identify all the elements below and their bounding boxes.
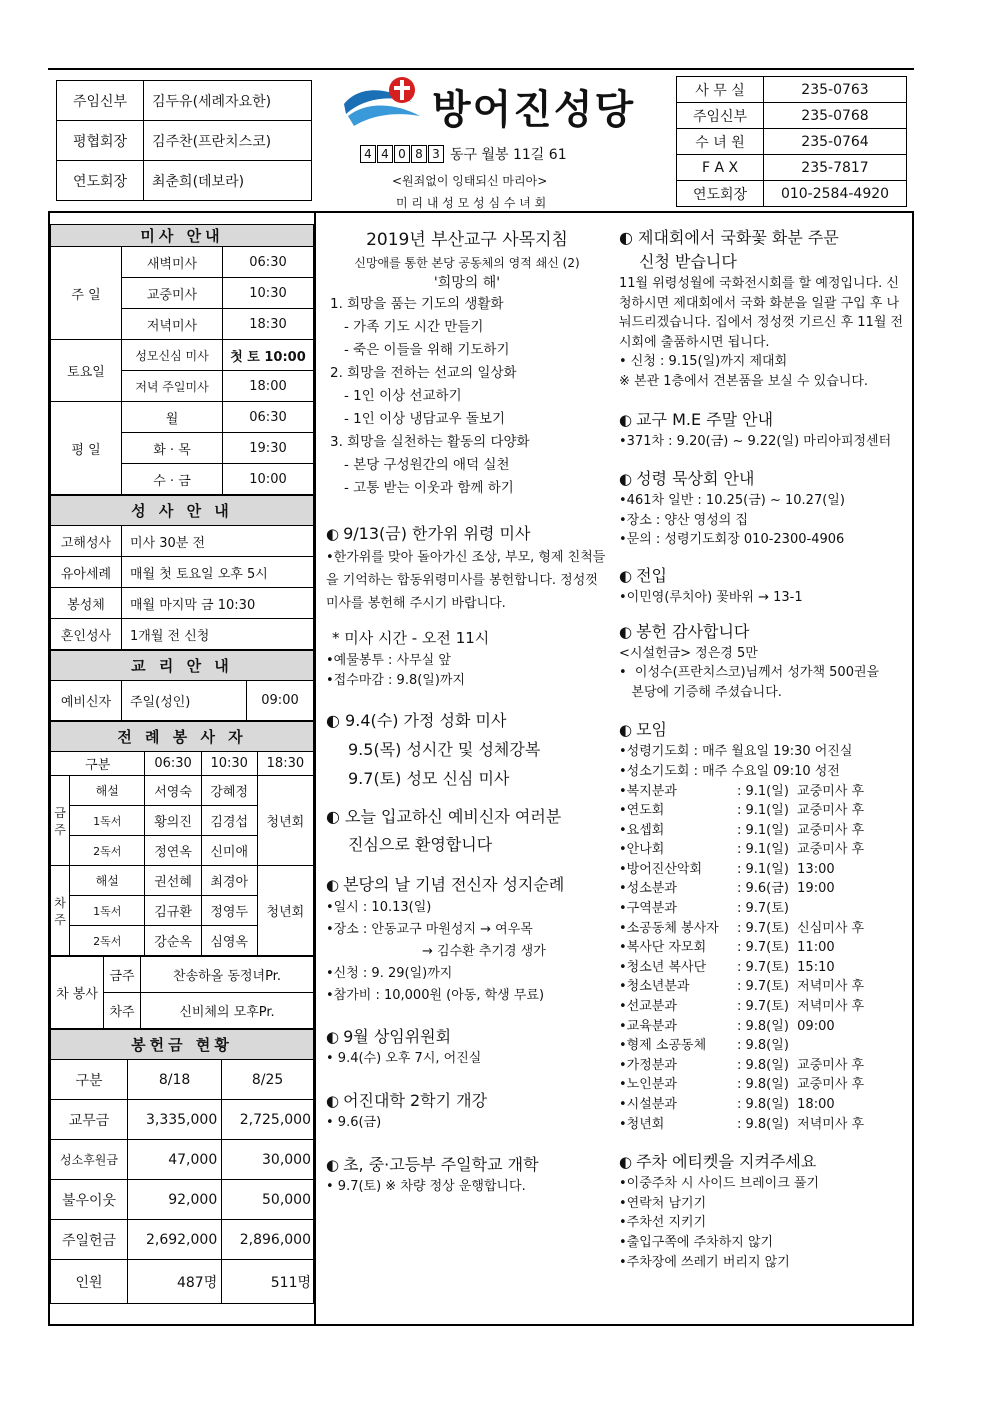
meeting-row bbox=[619, 879, 907, 899]
middle-column bbox=[326, 226, 608, 1196]
mass-name: 월 bbox=[122, 402, 223, 433]
servers-title: 전 례 봉 사 자 bbox=[51, 722, 314, 752]
park-line: •주차장에 쓰레기 버리지 않기 bbox=[619, 1254, 790, 1270]
meeting-row bbox=[619, 938, 907, 958]
spirit-line: •장소 : 양산 영성의 집 bbox=[619, 512, 749, 528]
meeting-when: : 9.7(토) 저녁미사 후 bbox=[737, 999, 865, 1015]
flower-heading bbox=[619, 226, 907, 250]
meeting-when: : 9.8(일) 09:00 bbox=[737, 1018, 835, 1034]
offering-value: 2,692,000 bbox=[128, 1220, 222, 1260]
meeting-name: •요셉회 bbox=[619, 822, 665, 838]
school-body: • 9.7(토) ※ 차량 정상 운행합니다. bbox=[326, 1178, 526, 1194]
meeting-name: •소공동체 봉사자 bbox=[619, 920, 719, 936]
mass-time: 18:00 bbox=[223, 371, 314, 402]
leader-role: 연도회장 bbox=[57, 161, 144, 201]
meeting-row bbox=[619, 1017, 907, 1037]
offering-head: 8/18 bbox=[128, 1060, 222, 1100]
servers-week: 금주 bbox=[51, 776, 70, 866]
address-line bbox=[360, 144, 567, 164]
mass-title: 미사 안내 bbox=[51, 225, 314, 247]
meeting-name: •가정분과 bbox=[619, 1057, 677, 1073]
meeting-row bbox=[619, 840, 907, 860]
mass-name: 화 · 목 bbox=[122, 433, 223, 464]
policy-list bbox=[326, 293, 608, 500]
spirit-heading bbox=[619, 467, 907, 491]
sacrament-when: 매월 첫 토요일 오후 5시 bbox=[122, 557, 314, 588]
meeting-when: : 9.8(일) 18:00 bbox=[737, 1097, 835, 1112]
meeting-row bbox=[619, 958, 907, 978]
server-name: 서영숙 bbox=[145, 776, 201, 806]
sacrament-when: 매월 마지막 금 10:30 bbox=[122, 588, 314, 619]
mass-time: 첫 토 10:00 bbox=[223, 340, 314, 371]
server-name: 최경아 bbox=[201, 866, 257, 896]
mass-name: 저녁 주일미사 bbox=[122, 371, 223, 402]
meeting-name: •형제 소공동체 bbox=[619, 1038, 707, 1054]
mass-time: 10:00 bbox=[223, 464, 314, 495]
offering-value: 2,896,000 bbox=[222, 1220, 314, 1260]
meet-title: 모임 bbox=[636, 720, 668, 740]
contact-phone: 010-2584-4920 bbox=[764, 181, 907, 207]
meeting-when: : 9.1(일) 교중미사 후 bbox=[737, 842, 865, 858]
servers-head: 구분 bbox=[51, 752, 145, 776]
server-name: 김경섭 bbox=[201, 806, 257, 836]
meeting-when: : 9.7(토) 15:10 bbox=[737, 959, 835, 975]
offering-value: 30,000 bbox=[222, 1140, 314, 1180]
half-circle-icon: ◐ bbox=[619, 566, 633, 585]
flower-note: • 신청 : 9.15(일)까지 제대회 bbox=[619, 354, 788, 370]
offering-value: 2,725,000 bbox=[222, 1100, 314, 1140]
park-line: •연락처 남기기 bbox=[619, 1195, 707, 1211]
offering-label: 교무금 bbox=[51, 1100, 128, 1140]
contact-label: 사 무 실 bbox=[677, 77, 764, 103]
offering-head: 구분 bbox=[51, 1060, 128, 1100]
contacts-table bbox=[676, 76, 907, 207]
contact-label: 연도회장 bbox=[677, 181, 764, 207]
policy-title: 2019년 부산교구 사목지침 bbox=[366, 230, 568, 250]
vehicle-week: 금주 bbox=[104, 957, 141, 993]
contact-phone: 235-0763 bbox=[764, 77, 907, 103]
zip-digit: 8 bbox=[411, 145, 427, 163]
park-line: •출입구쪽에 주차하지 않기 bbox=[619, 1234, 774, 1250]
sacrament-when: 미사 30분 전 bbox=[122, 526, 314, 557]
council-title: 9월 상임위원회 bbox=[343, 1027, 452, 1047]
mass-time: 10:30 bbox=[223, 278, 314, 309]
policy-item: 3. 희망을 실천하는 활동의 다양화 bbox=[330, 434, 530, 451]
me-heading bbox=[619, 408, 907, 432]
meeting-when: : 9.8(일) 저녁미사 후 bbox=[737, 1116, 865, 1132]
sacrament-name: 봉성체 bbox=[51, 588, 122, 619]
column-divider bbox=[314, 211, 316, 1326]
school-title: 초, 중·고등부 주일학교 개학 bbox=[343, 1154, 539, 1174]
meeting-name: •청소년분과 bbox=[619, 979, 690, 995]
policy-item: - 본당 구성원간의 애덕 실천 bbox=[344, 457, 510, 474]
park-list bbox=[619, 1174, 907, 1272]
meeting-row bbox=[619, 860, 907, 880]
me-body: •371차 : 9.20(금) ~ 9.22(일) 마리아피정센터 bbox=[619, 433, 892, 449]
flower-body: 11월 위령성월에 국화전시회를 할 예정입니다. 신청하시면 제대회에서 국화 화분을 일괄 구입 후 나눠드리겠습니다. 집에서 정성껏 기르신 후 11월 전시회에 출품하시면 됩니다. bbox=[619, 276, 904, 350]
meeting-name: •방어진산악회 bbox=[619, 861, 703, 877]
meeting-when: : 9.8(일) 교중미사 후 bbox=[737, 1057, 865, 1073]
college-title: 어진대학 2학기 개강 bbox=[343, 1090, 488, 1110]
half-circle-icon: ◐ bbox=[619, 470, 633, 489]
move-body: •이민영(루치아) 꽃바위 → 13-1 bbox=[619, 589, 803, 605]
pilgrim-line: •신청 : 9. 29(일)까지 bbox=[326, 966, 453, 982]
policy-subtitle: 신망애를 통한 본당 공동체의 영적 쇄신 (2) bbox=[354, 256, 580, 270]
server-youth: 청년회 bbox=[257, 866, 313, 956]
meeting-name: •노인분과 bbox=[619, 1077, 677, 1093]
meeting-name: •시설분과 bbox=[619, 1097, 677, 1112]
meeting-list bbox=[619, 782, 907, 1135]
mass-name: 성모신심 미사 bbox=[122, 340, 223, 371]
server-role: 1독서 bbox=[70, 806, 145, 836]
meeting-when: : 9.7(토) 11:00 bbox=[737, 940, 835, 956]
meeting-name: •교육분과 bbox=[619, 1018, 677, 1034]
half-circle-icon: ◐ bbox=[326, 711, 346, 731]
policy-item: - 가족 기도 시간 만들기 bbox=[344, 319, 484, 336]
leader-role: 주임신부 bbox=[57, 81, 144, 121]
move-title: 전입 bbox=[636, 565, 668, 585]
park-line: •이중주차 시 사이드 브레이크 풀기 bbox=[619, 1176, 820, 1192]
welcome-line: 오늘 입교하신 예비신자 여러분 bbox=[345, 807, 562, 827]
leader-name: 김주찬(프란치스코) bbox=[144, 121, 312, 161]
offering-value: 487명 bbox=[128, 1260, 222, 1304]
mass-time: 19:30 bbox=[223, 433, 314, 464]
chuseok-title: 9/13(금) 한가위 위령 미사 bbox=[343, 524, 531, 544]
left-column bbox=[50, 224, 314, 1304]
meeting-row bbox=[619, 977, 907, 997]
half-circle-icon: ◐ bbox=[326, 525, 340, 544]
right-column bbox=[619, 226, 907, 1272]
events-block bbox=[326, 706, 608, 793]
half-circle-icon: ◐ bbox=[619, 228, 639, 247]
thanks-title: 봉헌 감사합니다 bbox=[636, 621, 750, 641]
spirit-line: •문의 : 성령기도회장 010-2300-4906 bbox=[619, 532, 845, 548]
offering-value: 511명 bbox=[222, 1260, 314, 1304]
mass-time-note: * 미사 시간 - 오전 11시 bbox=[332, 629, 490, 648]
thanks-heading bbox=[619, 620, 907, 644]
meeting-name: •안나회 bbox=[619, 842, 665, 858]
park-heading bbox=[619, 1150, 907, 1174]
server-youth: 청년회 bbox=[257, 776, 313, 866]
contact-phone: 235-0768 bbox=[764, 103, 907, 129]
leader-name: 김두유(세례자요한) bbox=[144, 81, 312, 121]
meeting-name: •구역분과 bbox=[619, 901, 677, 917]
meeting-name: •연도회 bbox=[619, 803, 665, 819]
offering-value: 92,000 bbox=[128, 1180, 222, 1220]
half-circle-icon: ◐ bbox=[619, 721, 633, 740]
mass-note: •접수마감 : 9.8(일)까지 bbox=[326, 672, 466, 688]
zip-code bbox=[360, 145, 444, 163]
meeting-row bbox=[619, 997, 907, 1017]
server-name: 신미애 bbox=[201, 836, 257, 866]
sacrament-when: 1개월 전 신청 bbox=[122, 619, 314, 650]
mass-table bbox=[50, 224, 314, 495]
mass-name: 교중미사 bbox=[122, 278, 223, 309]
offering-label: 인원 bbox=[51, 1260, 128, 1304]
leader-name: 최춘희(데보라) bbox=[144, 161, 312, 201]
meeting-when: : 9.6(금) 19:00 bbox=[737, 881, 835, 897]
sisters-line: 미 리 내 성 모 성 심 수 녀 회 bbox=[396, 196, 547, 210]
servers-week: 차주 bbox=[51, 866, 70, 956]
park-title: 주차 에티켓을 지켜주세요 bbox=[636, 1152, 817, 1172]
vehicle-week: 차주 bbox=[104, 993, 141, 1029]
mass-note: •예물봉투 : 사무실 앞 bbox=[326, 653, 451, 669]
me-title: 교구 M.E 주말 안내 bbox=[636, 409, 774, 429]
sacrament-title: 성 사 안 내 bbox=[51, 496, 314, 526]
server-role: 해설 bbox=[70, 866, 145, 896]
policy-item: - 1인 이상 선교하기 bbox=[344, 388, 462, 405]
meeting-when: : 9.8(일) bbox=[737, 1038, 789, 1054]
zip-digit: 3 bbox=[428, 145, 444, 163]
contact-phone: 235-7817 bbox=[764, 155, 907, 181]
policy-item: - 죽은 이들을 위해 기도하기 bbox=[344, 342, 510, 359]
sacrament-table bbox=[50, 495, 314, 650]
offering-label: 성소후원금 bbox=[51, 1140, 128, 1180]
vehicle-group: 찬송하올 동정녀Pr. bbox=[141, 957, 314, 993]
offering-value: 47,000 bbox=[128, 1140, 222, 1180]
servers-head: 18:30 bbox=[257, 752, 313, 776]
flower-note: ※ 본관 1층에서 견본품을 보실 수 있습니다. bbox=[619, 373, 869, 389]
half-circle-icon: ◐ bbox=[326, 1091, 340, 1110]
church-name: 방어진성당 bbox=[432, 87, 636, 133]
welcome-line: 진심으로 환영합니다 bbox=[348, 835, 493, 855]
meeting-name: •복지분과 bbox=[619, 783, 677, 799]
server-name: 김규환 bbox=[145, 896, 201, 926]
half-circle-icon: ◐ bbox=[619, 410, 633, 429]
offering-value: 3,335,000 bbox=[128, 1100, 222, 1140]
mass-day: 토요일 bbox=[51, 340, 122, 402]
college-body: • 9.6(금) bbox=[326, 1114, 382, 1130]
offering-label: 불우이웃 bbox=[51, 1180, 128, 1220]
policy-item: - 1인 이상 냉담교우 돌보기 bbox=[344, 411, 506, 428]
offering-table bbox=[50, 1029, 314, 1304]
half-circle-icon: ◐ bbox=[619, 622, 633, 641]
motto: <원죄없이 잉태되신 마리아> bbox=[392, 174, 548, 188]
meeting-row bbox=[619, 782, 907, 802]
meeting-when: : 9.1(일) 교중미사 후 bbox=[737, 783, 865, 799]
offering-value: 50,000 bbox=[222, 1180, 314, 1220]
servers-head: 06:30 bbox=[145, 752, 201, 776]
college-heading bbox=[326, 1089, 608, 1113]
chuseok-heading bbox=[326, 522, 608, 546]
church-logo-icon bbox=[340, 74, 432, 130]
welcome-block bbox=[326, 803, 608, 859]
mass-name: 저녁미사 bbox=[122, 309, 223, 340]
thanks-line: 본당에 기증해 주셨습니다. bbox=[619, 684, 782, 700]
flower-title: 신청 받습니다 bbox=[639, 252, 737, 271]
sacrament-name: 혼인성사 bbox=[51, 619, 122, 650]
servers-head: 10:30 bbox=[201, 752, 257, 776]
meeting-when: : 9.1(일) 13:00 bbox=[737, 861, 835, 877]
meeting-name: •복사단 자모회 bbox=[619, 940, 707, 956]
mass-name: 새벽미사 bbox=[122, 247, 223, 278]
mass-time: 06:30 bbox=[223, 247, 314, 278]
meeting-name: •성소분과 bbox=[619, 881, 677, 897]
contact-label: F A X bbox=[677, 155, 764, 181]
spirit-line: •461차 일반 : 10.25(금) ~ 10.27(일) bbox=[619, 493, 845, 509]
meeting-when: : 9.7(토) 저녁미사 후 bbox=[737, 979, 865, 995]
meeting-when: : 9.7(토) bbox=[737, 901, 789, 917]
server-role: 2독서 bbox=[70, 926, 145, 956]
move-heading bbox=[619, 564, 907, 588]
doctrine-title: 교 리 안 내 bbox=[51, 651, 314, 681]
leader-role: 평협회장 bbox=[57, 121, 144, 161]
server-role: 해설 bbox=[70, 776, 145, 806]
zip-digit: 4 bbox=[377, 145, 393, 163]
policy-year: '희망의 해' bbox=[433, 274, 501, 291]
server-role: 1독서 bbox=[70, 896, 145, 926]
contact-phone: 235-0764 bbox=[764, 129, 907, 155]
server-name: 강혜정 bbox=[201, 776, 257, 806]
pilgrim-line: → 김수환 추기경 생가 bbox=[422, 944, 546, 960]
offering-label: 주일헌금 bbox=[51, 1220, 128, 1260]
zip-digit: 4 bbox=[360, 145, 376, 163]
half-circle-icon: ◐ bbox=[326, 1028, 340, 1047]
half-circle-icon: ◐ bbox=[619, 1153, 633, 1172]
meeting-when: : 9.7(토) 신심미사 후 bbox=[737, 920, 865, 936]
meeting-name: •청소년 복사단 bbox=[619, 959, 707, 975]
mass-time: 18:30 bbox=[223, 309, 314, 340]
pilgrim-line: •장소 : 안동교구 마원성지 → 여우목 bbox=[326, 922, 533, 938]
offering-head: 8/25 bbox=[222, 1060, 314, 1100]
meeting-when: : 9.1(일) 교중미사 후 bbox=[737, 822, 865, 838]
meeting-row bbox=[619, 1036, 907, 1056]
pilgrim-line: •일시 : 10.13(일) bbox=[326, 900, 432, 916]
offering-title: 봉헌금 현황 bbox=[51, 1030, 314, 1060]
policy-item: 2. 희망을 전하는 선교의 일상화 bbox=[330, 365, 517, 382]
servers-table bbox=[50, 721, 314, 956]
top-rule bbox=[48, 68, 914, 70]
meeting-name: •선교분과 bbox=[619, 999, 677, 1015]
mass-name: 수 · 금 bbox=[122, 464, 223, 495]
meeting-row bbox=[619, 919, 907, 939]
spirit-title: 성령 묵상회 안내 bbox=[636, 469, 755, 489]
mass-day: 평 일 bbox=[51, 402, 122, 495]
policy-item: 1. 희망을 품는 기도의 생활화 bbox=[330, 296, 504, 313]
server-name: 정영두 bbox=[201, 896, 257, 926]
event-line: 9.7(토) 성모 신심 미사 bbox=[348, 769, 510, 789]
doctrine-when: 주일(성인) bbox=[122, 681, 247, 721]
server-name: 심영옥 bbox=[201, 926, 257, 956]
doctrine-label: 예비신자 bbox=[51, 681, 122, 721]
chuseok-body: •한가위를 맞아 돌아가신 조상, 부모, 형제 친척들을 기억하는 합동위령미사를 봉헌합니다. 정성껏 미사를 봉헌해 주시기 바랍니다. bbox=[326, 550, 606, 612]
meeting-row bbox=[619, 899, 907, 919]
event-line: 9.4(수) 가정 성화 미사 bbox=[345, 711, 507, 731]
zip-digit: 0 bbox=[394, 145, 410, 163]
park-line: •주차선 지키기 bbox=[619, 1215, 707, 1231]
council-body: • 9.4(수) 오후 7시, 어진실 bbox=[326, 1051, 482, 1067]
address: 동구 월봉 11길 61 bbox=[450, 147, 567, 163]
council-heading bbox=[326, 1025, 608, 1049]
doctrine-time: 09:00 bbox=[247, 681, 314, 721]
meeting-when: : 9.8(일) 교중미사 후 bbox=[737, 1077, 865, 1093]
sacrament-name: 고해성사 bbox=[51, 526, 122, 557]
school-heading bbox=[326, 1153, 608, 1177]
half-circle-icon: ◐ bbox=[326, 876, 340, 895]
mass-time: 06:30 bbox=[223, 402, 314, 433]
half-circle-icon: ◐ bbox=[326, 1155, 340, 1174]
server-name: 강순옥 bbox=[145, 926, 201, 956]
pilgrim-line: •참가비 : 10,000원 (아동, 학생 무료) bbox=[326, 988, 545, 1004]
meeting-row bbox=[619, 1095, 907, 1115]
pilgrim-heading bbox=[326, 873, 608, 897]
pilgrim-title: 본당의 날 기념 전신자 성지순례 bbox=[343, 875, 565, 895]
flower-title: 제대회에서 국화꽃 화분 주문 bbox=[638, 228, 839, 247]
thanks-line: • 이성수(프란치스코)님께서 성가책 500권을 bbox=[619, 665, 880, 681]
event-line: 9.5(목) 성시간 및 성체강복 bbox=[348, 740, 541, 760]
policy-item: - 고통 받는 이웃과 함께 하기 bbox=[344, 480, 514, 497]
vehicle-label: 차 봉사 bbox=[51, 957, 104, 1029]
meeting-row bbox=[619, 821, 907, 841]
meet-line: •성소기도회 : 매주 수요일 09:10 성전 bbox=[619, 763, 840, 779]
contact-label: 수 녀 원 bbox=[677, 129, 764, 155]
meet-line: •성령기도회 : 매주 월요일 19:30 어진실 bbox=[619, 744, 853, 760]
thanks-line: <시설헌금> 정은경 5만 bbox=[619, 645, 758, 661]
meeting-row bbox=[619, 1056, 907, 1076]
server-role: 2독서 bbox=[70, 836, 145, 866]
meeting-name: •청년회 bbox=[619, 1116, 665, 1132]
doctrine-table bbox=[50, 650, 314, 721]
vehicle-group: 신비체의 모후Pr. bbox=[141, 993, 314, 1029]
meeting-row bbox=[619, 1115, 907, 1135]
server-name: 정연옥 bbox=[145, 836, 201, 866]
server-name: 권선혜 bbox=[145, 866, 201, 896]
vehicle-table bbox=[50, 956, 314, 1029]
meeting-row bbox=[619, 1075, 907, 1095]
meeting-row bbox=[619, 801, 907, 821]
mass-day: 주 일 bbox=[51, 247, 122, 340]
meeting-when: : 9.1(일) 교중미사 후 bbox=[737, 803, 865, 819]
server-name: 황의진 bbox=[145, 806, 201, 836]
sacrament-name: 유아세례 bbox=[51, 557, 122, 588]
half-circle-icon: ◐ bbox=[326, 807, 346, 827]
contact-label: 주임신부 bbox=[677, 103, 764, 129]
meet-heading bbox=[619, 718, 907, 742]
leaders-table bbox=[56, 80, 312, 201]
